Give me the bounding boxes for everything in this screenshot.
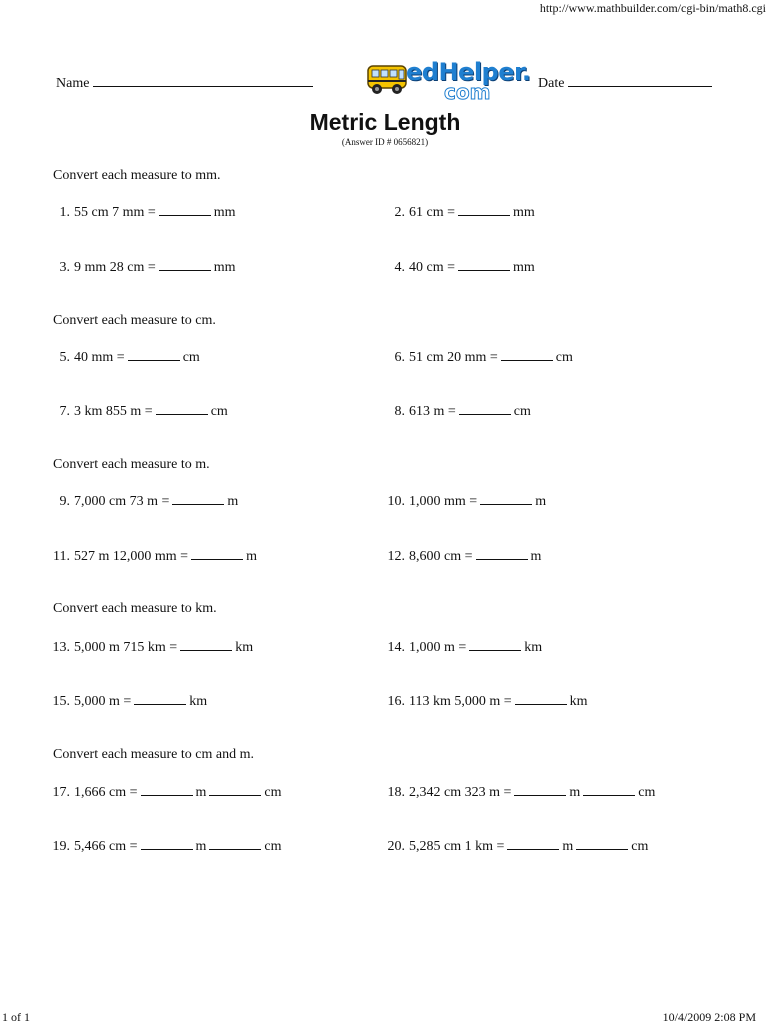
problem-item [40, 838, 282, 855]
problem-unit: m [195, 839, 207, 854]
problem-number: 10. [387, 494, 405, 509]
problem-text: 5,000 m 715 km = [74, 640, 178, 655]
problem-number: 9. [59, 494, 70, 509]
problem-item [40, 259, 236, 276]
answer-blank[interactable] [507, 838, 559, 850]
answer-blank[interactable] [501, 349, 553, 361]
problem-item [375, 204, 535, 221]
problem-unit: km [569, 694, 588, 709]
page-number: 1 of 1 [2, 1010, 30, 1024]
problem-item [375, 784, 655, 801]
name-blank-line [93, 74, 313, 87]
problem-text: 40 mm = [74, 350, 125, 365]
problem-item [375, 259, 535, 276]
problem-text: 7,000 cm 73 m = [74, 494, 170, 509]
date-label: Date [538, 76, 565, 91]
edhelper-logo [366, 56, 531, 108]
problem-number: 11. [53, 549, 70, 564]
answer-blank[interactable] [159, 259, 211, 271]
answer-blank[interactable] [583, 784, 635, 796]
problem-number: 8. [394, 404, 405, 419]
problem-item [375, 693, 588, 710]
problem-item [375, 349, 573, 366]
problem-number: 7. [59, 404, 70, 419]
problem-item [40, 693, 207, 710]
logo-wordmark: edHelper. [406, 58, 531, 86]
answer-blank[interactable] [180, 639, 232, 651]
problem-text: 1,000 m = [409, 640, 467, 655]
name-label: Name [56, 76, 90, 91]
problem-unit: mm [513, 205, 535, 220]
answer-blank[interactable] [576, 838, 628, 850]
problem-unit: mm [213, 260, 236, 275]
problem-text: 527 m 12,000 mm = [74, 549, 189, 564]
answer-blank[interactable] [459, 403, 511, 415]
problem-number: 18. [387, 785, 405, 800]
answer-blank[interactable] [172, 493, 224, 505]
answer-blank[interactable] [156, 403, 208, 415]
problem-text: 61 cm = [409, 205, 455, 220]
school-bus-icon [366, 58, 410, 102]
problem-item [375, 838, 648, 855]
problem-item [375, 639, 542, 656]
problem-unit: m [569, 785, 581, 800]
problem-unit: m [530, 549, 542, 564]
problem-item [40, 403, 228, 420]
problem-text: 1,000 mm = [409, 494, 478, 509]
date-blank-line [568, 74, 712, 87]
problem-unit: m [535, 494, 547, 509]
problem-number: 16. [387, 694, 405, 709]
problem-number: 15. [52, 694, 70, 709]
problem-number: 3. [59, 260, 70, 275]
problem-number: 2. [394, 205, 405, 220]
problem-unit: cm [210, 404, 228, 419]
section-heading-mm: Convert each measure to mm. [53, 168, 221, 183]
answer-blank[interactable] [514, 784, 566, 796]
problem-item [40, 349, 200, 366]
problem-item [40, 204, 236, 221]
problem-text: 613 m = [409, 404, 456, 419]
problem-text: 9 mm 28 cm = [74, 260, 156, 275]
problem-text: 5,466 cm = [74, 839, 138, 854]
answer-blank[interactable] [476, 548, 528, 560]
problem-unit: km [524, 640, 543, 655]
problem-text: 51 cm 20 mm = [409, 350, 498, 365]
problem-unit: mm [513, 260, 535, 275]
problem-unit: cm [631, 839, 649, 854]
answer-blank[interactable] [159, 204, 211, 216]
answer-blank[interactable] [458, 259, 510, 271]
logo-com: com [444, 80, 491, 104]
answer-blank[interactable] [458, 204, 510, 216]
problem-text: 113 km 5,000 m = [409, 694, 512, 709]
problem-unit: m [195, 785, 207, 800]
answer-blank[interactable] [128, 349, 180, 361]
answer-blank[interactable] [209, 784, 261, 796]
problem-number: 20. [387, 839, 405, 854]
problem-unit: m [227, 494, 239, 509]
section-heading-km: Convert each measure to km. [53, 601, 217, 616]
problem-unit: m [562, 839, 574, 854]
answer-blank[interactable] [515, 693, 567, 705]
worksheet-title: Metric Length [309, 109, 461, 135]
answer-blank[interactable] [191, 548, 243, 560]
problem-number: 14. [387, 640, 405, 655]
problem-text: 40 cm = [409, 260, 455, 275]
problem-unit: cm [555, 350, 573, 365]
answer-blank[interactable] [480, 493, 532, 505]
print-timestamp: 10/4/2009 2:08 PM [662, 1010, 756, 1024]
problem-number: 19. [52, 839, 70, 854]
problem-item [375, 403, 531, 420]
section-heading-cm-and-m: Convert each measure to cm and m. [53, 747, 254, 762]
answer-blank[interactable] [134, 693, 186, 705]
problem-text: 5,285 cm 1 km = [409, 839, 505, 854]
problem-number: 4. [394, 260, 405, 275]
problem-number: 5. [59, 350, 70, 365]
problem-number: 1. [59, 205, 70, 220]
problem-number: 12. [387, 549, 405, 564]
section-heading-cm: Convert each measure to cm. [53, 313, 216, 328]
problem-item [375, 548, 541, 565]
problem-unit: km [189, 694, 208, 709]
problem-number: 13. [52, 640, 70, 655]
problem-item [40, 639, 253, 656]
problem-text: 5,000 m = [74, 694, 132, 709]
problem-unit: cm [513, 404, 531, 419]
problem-text: 1,666 cm = [74, 785, 138, 800]
problem-item [40, 548, 257, 565]
answer-id: (Answer ID # 0656821) [341, 137, 429, 147]
problem-text: 2,342 cm 323 m = [409, 785, 512, 800]
answer-blank[interactable] [209, 838, 261, 850]
answer-blank[interactable] [141, 784, 193, 796]
problem-text: 3 km 855 m = [74, 404, 153, 419]
date-field [538, 74, 712, 92]
problem-unit: cm [182, 350, 200, 365]
problem-text: 55 cm 7 mm = [74, 205, 156, 220]
answer-blank[interactable] [469, 639, 521, 651]
answer-blank[interactable] [141, 838, 193, 850]
problem-unit: m [246, 549, 257, 564]
problem-number: 17. [52, 785, 70, 800]
section-heading-m: Convert each measure to m. [53, 457, 210, 472]
problem-unit: cm [264, 839, 282, 854]
problem-text: 8,600 cm = [409, 549, 473, 564]
problem-number: 6. [394, 350, 405, 365]
name-field [56, 74, 313, 92]
source-url: http://www.mathbuilder.com/cgi-bin/math8.cgi [539, 1, 766, 15]
problem-item [40, 493, 238, 510]
problem-unit: cm [638, 785, 656, 800]
problem-item [375, 493, 546, 510]
problem-item [40, 784, 282, 801]
problem-unit: cm [264, 785, 282, 800]
problem-unit: mm [213, 205, 236, 220]
problem-unit: km [235, 640, 254, 655]
